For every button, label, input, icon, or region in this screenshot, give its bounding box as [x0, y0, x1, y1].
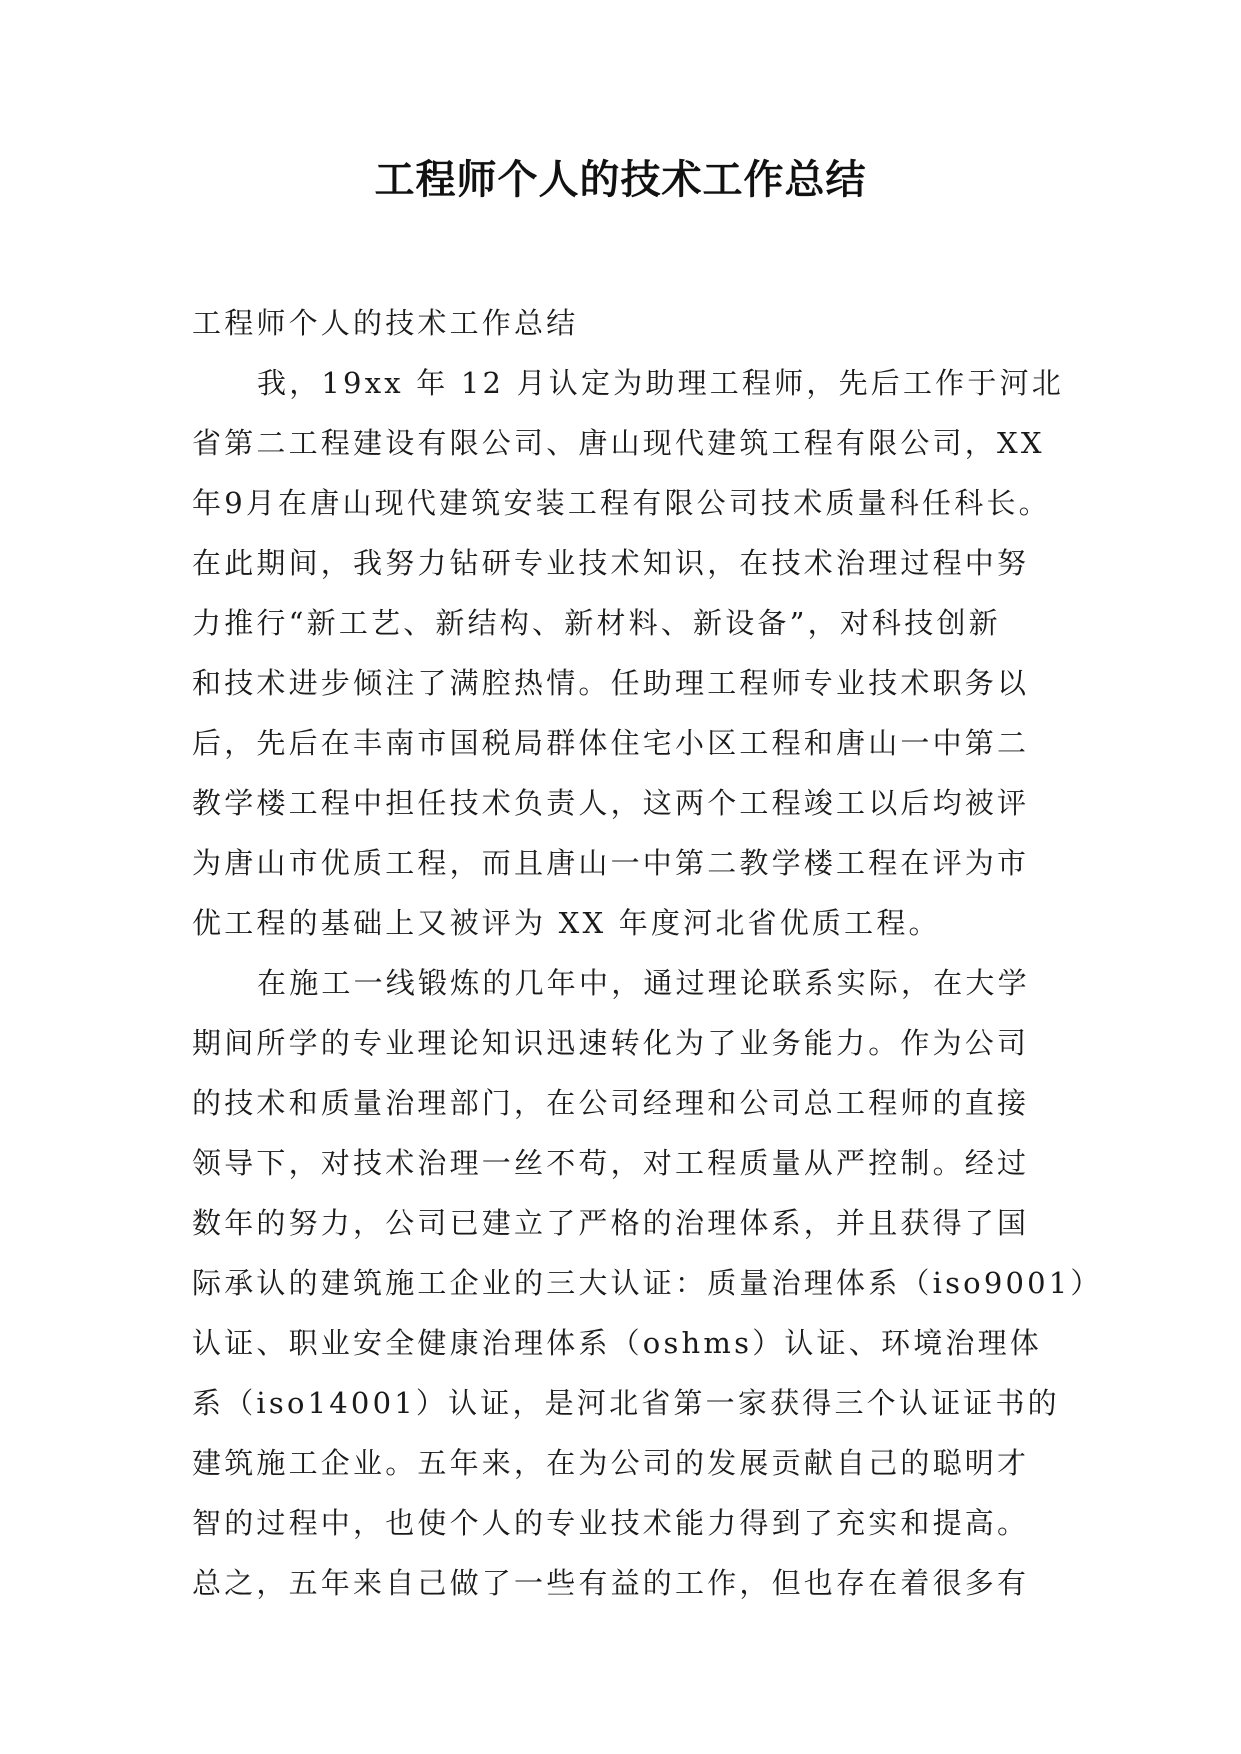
paragraph-2-line-6: 际承认的建筑施工企业的三大认证：质量治理体系（iso9001） — [192, 1266, 1103, 1300]
paragraph-2-line-1: 在施工一线锻炼的几年中，通过理论联系实际，在大学 — [257, 966, 1030, 1000]
paragraph-2-line-11: 总之，五年来自己做了一些有益的工作，但也存在着很多有 — [192, 1566, 1030, 1600]
paragraph-2-line-4: 领导下，对技术治理一丝不苟，对工程质量从严控制。经过 — [192, 1146, 1030, 1180]
paragraph-2-line-9: 建筑施工企业。五年来，在为公司的发展贡献自己的聪明才 — [192, 1446, 1030, 1480]
paragraph-2-line-7: 认证、职业安全健康治理体系（oshms）认证、环境治理体 — [192, 1326, 1043, 1360]
paragraph-2-line-3: 的技术和质量治理部门，在公司经理和公司总工程师的直接 — [192, 1086, 1030, 1120]
paragraph-1-line-7: 后，先后在丰南市国税局群体住宅小区工程和唐山一中第二 — [192, 726, 1030, 760]
paragraph-1-line-1: 我，19xx 年 12 月认定为助理工程师，先后工作于河北 — [257, 366, 1064, 400]
paragraph-1-line-3: 年9月在唐山现代建筑安装工程有限公司技术质量科任科长。 — [192, 486, 1051, 520]
paragraph-1-line-10: 优工程的基础上又被评为 XX 年度河北省优质工程。 — [192, 906, 941, 940]
body-subtitle-line: 工程师个人的技术工作总结 — [192, 306, 579, 340]
document-title: 工程师个人的技术工作总结 — [374, 157, 867, 203]
paragraph-2-line-2: 期间所学的专业理论知识迅速转化为了业务能力。作为公司 — [192, 1026, 1030, 1060]
paragraph-2-line-8: 系（iso14001）认证，是河北省第一家获得三个认证证书的 — [192, 1386, 1060, 1420]
paragraph-2-line-10: 智的过程中，也使个人的专业技术能力得到了充实和提高。 — [192, 1506, 1030, 1540]
paragraph-2-line-5: 数年的努力，公司已建立了严格的治理体系，并且获得了国 — [192, 1206, 1030, 1240]
paragraph-1-line-4: 在此期间，我努力钻研专业技术知识，在技术治理过程中努 — [192, 546, 1030, 580]
paragraph-1-line-8: 教学楼工程中担任技术负责人，这两个工程竣工以后均被评 — [192, 786, 1030, 820]
paragraph-1-line-5: 力推行“新工艺、新结构、新材料、新设备”，对科技创新 — [192, 606, 1001, 640]
paragraph-1-line-2: 省第二工程建设有限公司、唐山现代建筑工程有限公司，XX — [192, 426, 1045, 460]
paragraph-1-line-9: 为唐山市优质工程，而且唐山一中第二教学楼工程在评为市 — [192, 846, 1030, 880]
paragraph-1-line-6: 和技术进步倾注了满腔热情。任助理工程师专业技术职务以 — [192, 666, 1030, 700]
document-body — [192, 293, 1103, 1613]
